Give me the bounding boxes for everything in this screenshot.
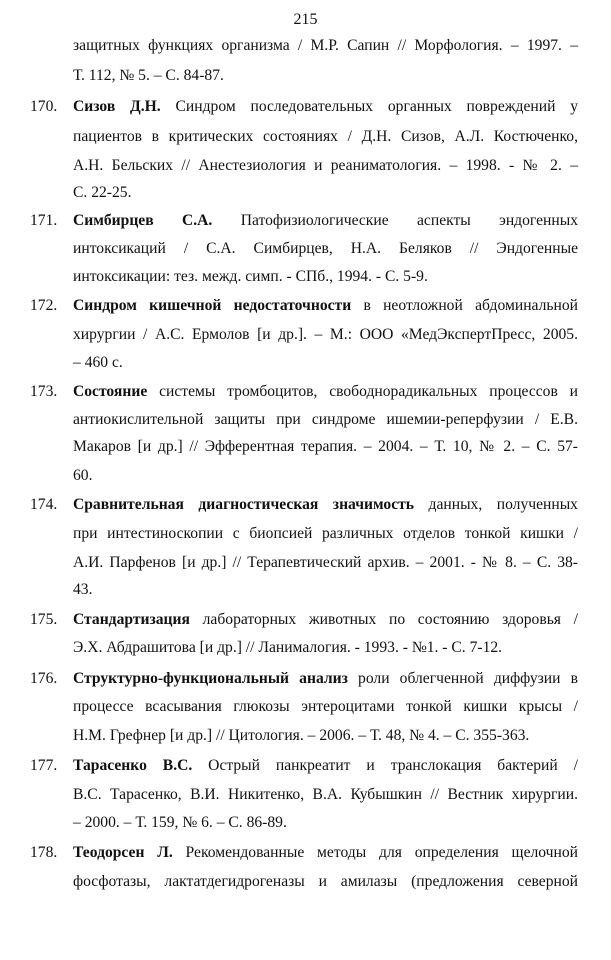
entry-line: А.Н. Бельских // Анестезиология и реаниматология. – 1998. - № 2. – xyxy=(73,157,578,174)
entry-first-line xyxy=(73,296,578,316)
entry-bold-title: Сравнительная диагностическая значимость xyxy=(73,496,415,513)
entry-first-line xyxy=(73,843,578,863)
entry-number: 171. xyxy=(30,212,58,229)
entry-text: Патофизиологические аспекты эндогенных xyxy=(212,212,578,229)
entry-text: данных, полученных xyxy=(414,496,578,513)
entry-number: 172. xyxy=(30,297,58,314)
entry-line: фосфотазы, лактатдегидрогеназы и амилазы (предложения северной xyxy=(73,873,578,890)
entry-bold-title: Стандартизация xyxy=(73,611,190,628)
entry-line: – 460 с. xyxy=(73,354,123,371)
entry-line: – 2000. – Т. 159, № 6. – С. 86-89. xyxy=(73,814,287,831)
entry-line: антиокислительной защиты при синдроме ишемии-реперфузии / Е.В. xyxy=(73,411,578,428)
entry-line: при интестиноскопии с биопсией различных отделов тонкой кишки / xyxy=(73,525,578,542)
entry-text: системы тромбоцитов, свободнорадикальных процессов и xyxy=(147,383,578,400)
entry-text: лабораторных животных по состоянию здоровья / xyxy=(189,611,578,628)
entry-line: хирургии / А.С. Ермолов [и др.]. – М.: ООО «МедЭкспертПресс, 2005. xyxy=(73,326,578,343)
entry-first-line xyxy=(73,97,578,117)
entry-number: 178. xyxy=(30,844,58,861)
entry-line: А.И. Парфенов [и др.] // Терапевтический архив. – 2001. - № 8. – С. 38- xyxy=(73,554,578,571)
entry-line: интоксикации: тез. межд. симп. - СПб., 1994. - С. 5-9. xyxy=(73,268,428,285)
entry-first-line xyxy=(73,382,578,402)
entry-line: С. 22-25. xyxy=(73,184,132,201)
entry-line: Макаров [и др.] // Эфферентная терапия. – 2004. – Т. 10, № 2. – С. 57- xyxy=(73,438,578,455)
entry-number: 170. xyxy=(30,98,58,115)
entry-text: Острый панкреатит и транслокация бактерий / xyxy=(192,757,579,774)
entry-bold-title: Синдром кишечной недостаточности xyxy=(73,297,352,314)
entry-line: пациентов в критических состояниях / Д.Н. Сизов, А.Л. Костюченко, xyxy=(73,128,578,145)
entry-first-line xyxy=(73,756,578,776)
entry-number: 173. xyxy=(30,383,58,400)
entry-bold-title: Симбирцев С.А. xyxy=(73,212,213,229)
entry-first-line xyxy=(73,211,578,231)
entry-line: интоксикаций / С.А. Симбирцев, Н.А. Беляков // Эндогенные xyxy=(73,240,578,257)
entry-number: 174. xyxy=(30,496,58,513)
entry-line: Э.Х. Абдрашитова [и др.] // Ланималогия. - 1993. - №1. - С. 7-12. xyxy=(73,639,503,656)
entry-first-line xyxy=(73,495,578,515)
entry-bold-title: Тарасенко В.С. xyxy=(73,757,193,774)
continuation-line: защитных функциях организма / М.Р. Сапин // Морфология. – 1997. – xyxy=(73,37,578,54)
entry-number: 177. xyxy=(30,757,58,774)
page-number: 215 xyxy=(293,11,318,28)
entry-line: 43. xyxy=(73,581,93,598)
entry-text: роли облегченной диффузии в xyxy=(347,670,578,687)
entry-line: 60. xyxy=(73,467,93,484)
entry-text: Синдром последовательных органных повреждений у xyxy=(160,98,578,115)
entry-number: 176. xyxy=(30,670,58,687)
entry-first-line xyxy=(73,610,578,630)
entry-line: В.С. Тарасенко, В.И. Никитенко, В.А. Кубышкин // Вестник хирургии. xyxy=(73,786,578,803)
entry-bold-title: Теодорсен Л. xyxy=(73,844,173,861)
entry-first-line xyxy=(73,669,578,689)
entry-text: Рекомендованные методы для определения щелочной xyxy=(172,844,578,861)
entry-bold-title: Состояние xyxy=(73,383,148,400)
entry-text: в неотложной абдоминальной xyxy=(351,297,578,314)
continuation-line: Т. 112, № 5. – С. 84-87. xyxy=(73,67,224,84)
entry-line: Н.М. Грефнер [и др.] // Цитология. – 2006. – Т. 48, № 4. – С. 355-363. xyxy=(73,727,530,744)
entry-bold-title: Сизов Д.Н. xyxy=(73,98,161,115)
entry-bold-title: Структурно-функциональный анализ xyxy=(73,670,348,687)
entry-line: процессе всасывания глюкозы энтероцитами тонкой кишки крысы / xyxy=(73,698,578,715)
entry-number: 175. xyxy=(30,611,58,628)
